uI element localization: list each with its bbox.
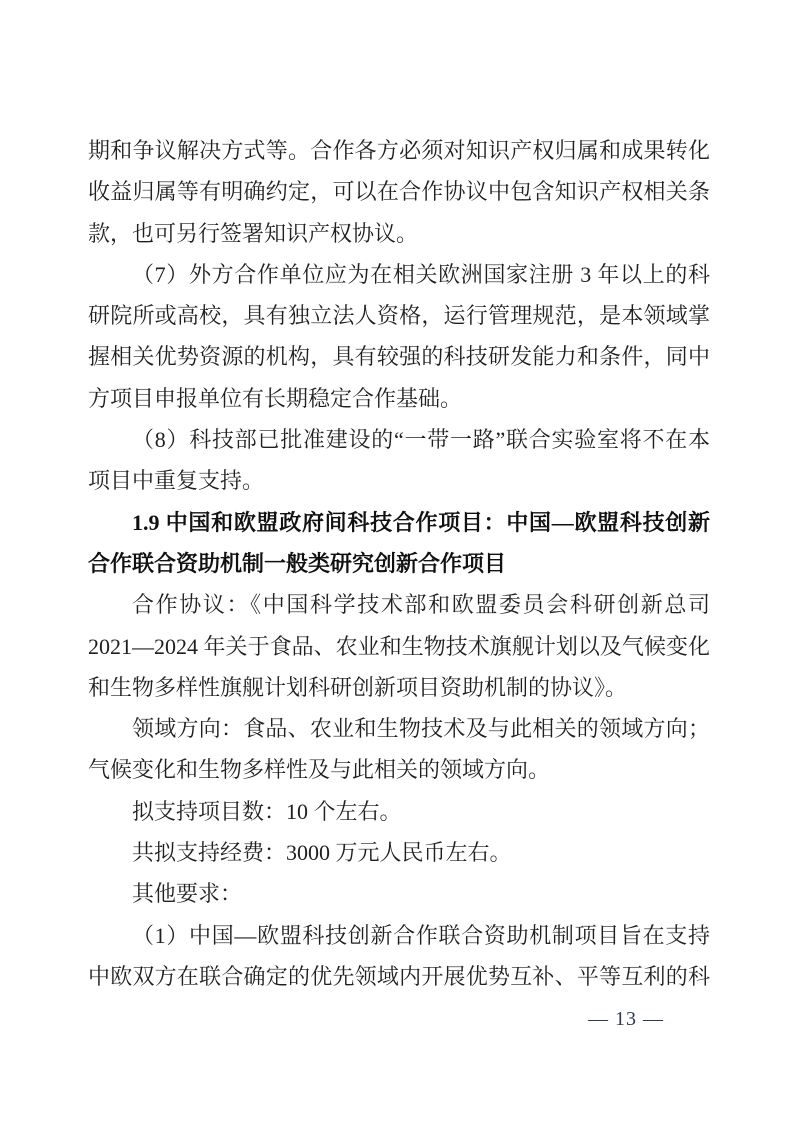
text-line: 款，也可另行签署知识产权协议。 <box>88 220 419 246</box>
text-line: 共拟支持经费：3000 万元人民币左右。 <box>132 840 512 866</box>
text-line: 和生物多样性旗舰计划科研创新项目资助机制的协议》。 <box>88 674 628 700</box>
section-heading <box>88 502 710 585</box>
text-line: （8）科技部已批准建设的“一带一路”联合实验室将不在本 <box>132 427 710 453</box>
text-line: （7）外方合作单位应为在相关欧洲国家注册 3 年以上的科 <box>132 261 710 287</box>
text-line: 收益归属等有明确约定，可以在合作协议中包含知识产权相关条 <box>88 179 710 205</box>
text-line: 2021—2024 年关于食品、农业和生物技术旗舰计划以及气候变化 <box>88 633 710 659</box>
text-line: 气候变化和生物多样性及与此相关的领域方向。 <box>88 757 551 783</box>
paragraph <box>88 915 710 998</box>
paragraph <box>88 791 710 832</box>
text-line: 方项目申报单位有长期稳定合作基础。 <box>88 385 463 411</box>
paragraph <box>88 419 710 502</box>
paragraph <box>88 708 710 791</box>
paragraph <box>88 832 710 873</box>
paragraph <box>88 254 710 419</box>
document-content <box>88 130 710 997</box>
page-number: — 13 — <box>588 1008 664 1030</box>
text-line: 拟支持项目数：10 个左右。 <box>132 798 402 824</box>
text-line: 期和争议解决方式等。合作各方必须对知识产权归属和成果转化 <box>88 138 710 163</box>
text-line: 握相关优势资源的机构，具有较强的科技研发能力和条件，同中 <box>88 344 710 370</box>
text-line: 1.9 中国和欧盟政府间科技合作项目：中国—欧盟科技创新 <box>132 509 710 535</box>
text-line: 合作协议：《中国科学技术部和欧盟委员会科研创新总司 <box>132 592 710 618</box>
paragraph <box>88 873 710 914</box>
text-line: （1）中国—欧盟科技创新合作联合资助机制项目旨在支持 <box>132 922 710 948</box>
text-line: 中欧双方在联合确定的优先领域内开展优势互补、平等互利的科 <box>88 963 710 989</box>
text-line: 其他要求： <box>132 881 243 907</box>
text-line: 项目中重复支持。 <box>88 468 265 494</box>
paragraph <box>88 584 710 708</box>
paragraph <box>88 130 710 254</box>
text-line: 研院所或高校，具有独立法人资格，运行管理规范，是本领域掌 <box>88 303 710 329</box>
text-line: 领域方向：食品、农业和生物技术及与此相关的领域方向； <box>132 716 710 742</box>
text-line: 合作联合资助机制一般类研究创新合作项目 <box>88 550 507 576</box>
